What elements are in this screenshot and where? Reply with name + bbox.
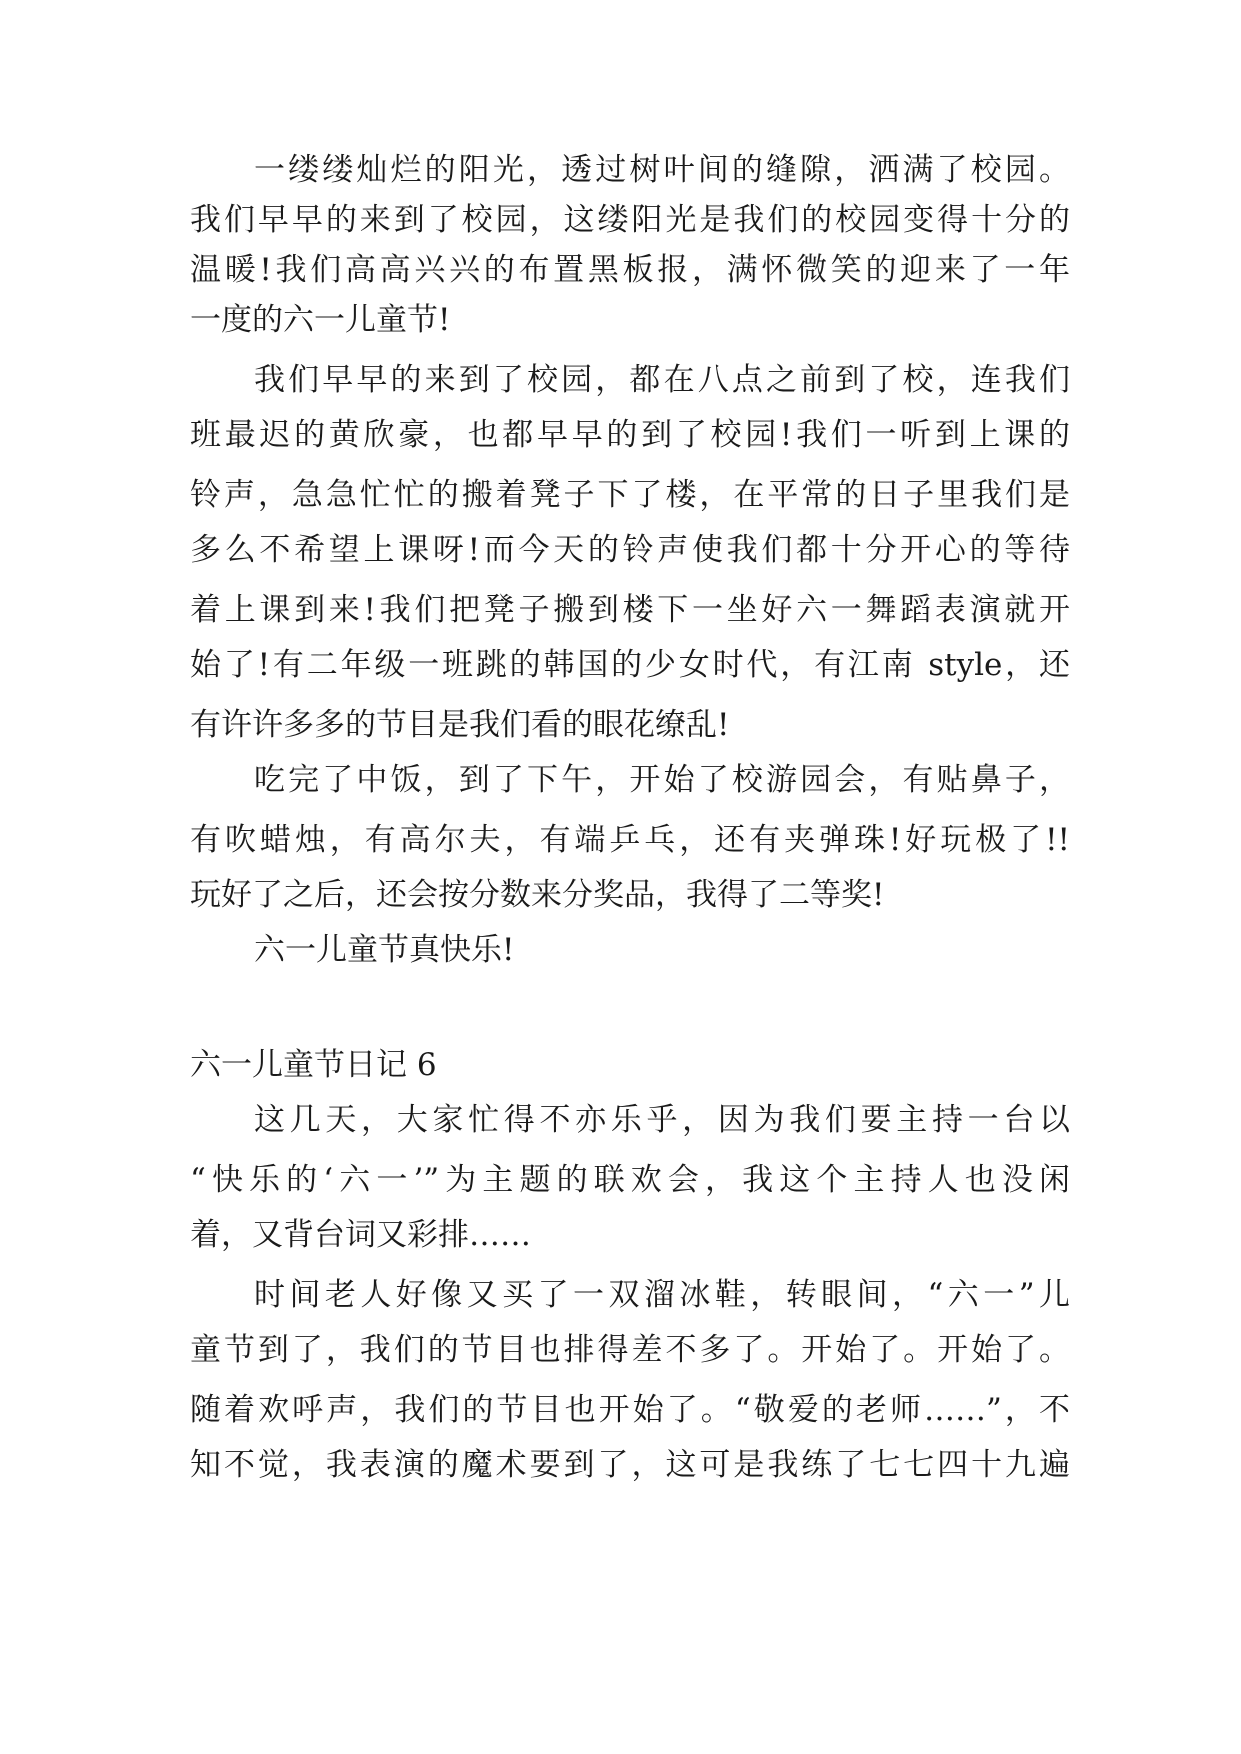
paragraph-line: “快乐的‘六一’”为主题的联欢会，我这个主持人也没闲 (190, 1162, 1070, 1198)
paragraph-line: 一度的六一儿童节! (190, 302, 451, 338)
paragraph-line: 着上课到来!我们把凳子搬到楼下一坐好六一舞蹈表演就开 (190, 592, 1070, 628)
paragraph-line: 温暖!我们高高兴兴的布置黑板报，满怀微笑的迎来了一年 (190, 252, 1070, 288)
paragraph-line: 有吹蜡烛，有高尔夫，有端乒乓，还有夹弹珠!好玩极了!! (190, 822, 1070, 858)
paragraph-line: 玩好了之后，还会按分数来分奖品，我得了二等奖! (190, 877, 885, 913)
paragraph-line: 我们早早的来到了校园，都在八点之前到了校，连我们 (254, 362, 1070, 398)
paragraph-line: 多么不希望上课呀!而今天的铃声使我们都十分开心的等待 (190, 532, 1070, 568)
paragraph-line: 始了!有二年级一班跳的韩国的少女时代，有江南 style，还 (190, 647, 1070, 683)
paragraph-line: 一缕缕灿烂的阳光，透过树叶间的缝隙，洒满了校园。 (254, 152, 1070, 188)
paragraph-line: 六一儿童节真快乐! (254, 932, 515, 968)
paragraph-line: 我们早早的来到了校园，这缕阳光是我们的校园变得十分的 (190, 202, 1070, 238)
paragraph-line: 班最迟的黄欣豪，也都早早的到了校园!我们一听到上课的 (190, 417, 1070, 453)
paragraph-line: 这几天，大家忙得不亦乐乎，因为我们要主持一台以 (254, 1102, 1070, 1138)
paragraph-line: 知不觉，我表演的魔术要到了，这可是我练了七七四十九遍 (190, 1447, 1070, 1483)
paragraph-line: 吃完了中饭，到了下午，开始了校游园会，有贴鼻子， (254, 762, 1070, 798)
paragraph-line: 随着欢呼声，我们的节目也开始了。“敬爱的老师……”，不 (190, 1392, 1070, 1428)
paragraph-line: 着，又背台词又彩排…… (190, 1217, 531, 1253)
paragraph-line: 时间老人好像又买了一双溜冰鞋，转眼间，“六一”儿 (254, 1277, 1070, 1313)
paragraph-line: 有许许多多的节目是我们看的眼花缭乱! (190, 707, 730, 743)
paragraph-line: 童节到了，我们的节目也排得差不多了。开始了。开始了。 (190, 1332, 1070, 1368)
paragraph-line: 铃声，急急忙忙的搬着凳子下了楼，在平常的日子里我们是 (190, 477, 1070, 513)
section-title: 六一儿童节日记 6 (190, 1047, 437, 1083)
